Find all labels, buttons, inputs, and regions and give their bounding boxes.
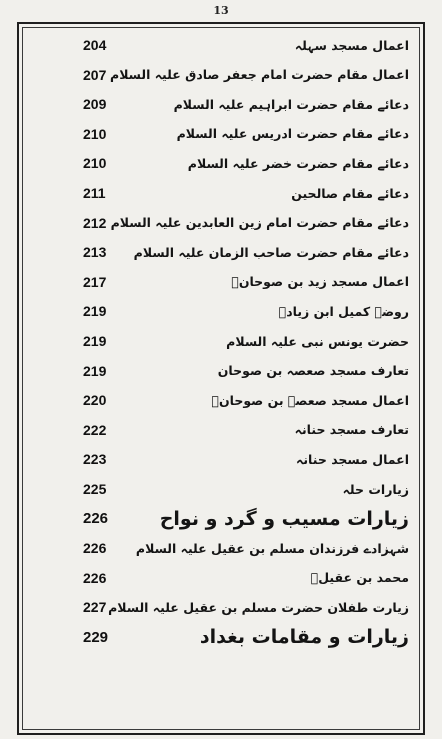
section-heading-row	[19, 506, 423, 532]
page-ref: 204	[83, 37, 107, 53]
page-ref: 209	[83, 96, 107, 113]
page-ref: 211	[83, 185, 106, 201]
page-ref: 226	[83, 569, 107, 586]
contents-row	[19, 387, 423, 413]
contents-row	[19, 150, 423, 176]
page-ref: 223	[83, 451, 107, 468]
contents-row	[19, 446, 423, 472]
entry-title: دعائے مقام حضرت صاحب الزمان علیہ السلام	[133, 244, 409, 260]
contents-row	[19, 62, 423, 88]
contents-row	[19, 32, 423, 58]
entry-title: حضرت یونس نبی علیہ السلام	[226, 333, 409, 349]
contents-row	[19, 535, 423, 561]
contents-row	[19, 476, 423, 502]
contents-row	[19, 269, 423, 295]
contents-row	[19, 121, 423, 147]
contents-row	[19, 594, 423, 620]
entry-title: اعمال مسجد صعصہ بن صوحانؒ	[211, 392, 409, 408]
entry-title: زیارت طفلان حضرت مسلم بن عقیل علیہ السلام	[108, 599, 409, 615]
contents-row	[19, 180, 423, 206]
contents-row	[19, 239, 423, 265]
contents-row	[19, 565, 423, 591]
entry-title: اعمال مسجد حنانہ	[296, 451, 409, 467]
page-ref: 210	[83, 155, 107, 172]
page-ref: 226	[83, 510, 109, 528]
entry-title: روضہ کمیل ابن زیادؒ	[278, 303, 409, 319]
contents-row	[19, 91, 423, 117]
page-ref: 220	[83, 392, 107, 409]
page-ref: 217	[83, 273, 107, 290]
page-ref: 213	[83, 244, 107, 261]
entry-title: دعائے مقام حضرت ابراہیم علیہ السلام	[173, 96, 409, 112]
entry-title: اعمال مقام حضرت امام جعفر صادق علیہ السلام	[110, 67, 409, 83]
entry-title: دعائے مقام حضرت ادریس علیہ السلام	[176, 126, 409, 142]
contents-row	[19, 417, 423, 443]
page-number: 13	[213, 4, 229, 17]
contents-row	[19, 328, 423, 354]
entry-title: اعمال مسجد سہلہ	[294, 37, 409, 53]
contents-row	[19, 298, 423, 324]
entry-title: تعارف مسجد حنانہ	[294, 422, 409, 438]
entry-title: دعائے مقام حضرت امام زین العابدین علیہ السلام	[110, 215, 409, 231]
page-ref: 207	[83, 66, 107, 83]
page-ref: 219	[83, 362, 107, 379]
page-ref: 219	[83, 333, 107, 349]
page-ref: 219	[83, 303, 107, 320]
entry-title: شہزادے فرزندان مسلم بن عقیل علیہ السلام	[135, 540, 409, 556]
contents-row	[19, 210, 423, 236]
entry-title: محمد بن عقیلؑ	[310, 570, 409, 586]
section-heading-row	[19, 624, 423, 650]
page-ref: 227	[83, 599, 107, 616]
page-ref: 225	[83, 481, 107, 497]
page-frame	[17, 22, 425, 735]
entry-title: تعارف مسجد صعصہ بن صوحان	[217, 363, 409, 379]
page-ref: 212	[83, 214, 107, 231]
page-ref: 229	[83, 628, 109, 646]
page-ref: 222	[83, 421, 107, 438]
section-heading: زیارات و مقامات بغداد	[199, 626, 409, 648]
page-ref: 226	[83, 540, 107, 557]
section-heading: زیارات مسیب و گرد و نواح	[159, 507, 409, 530]
entry-title: زیارات حلہ	[342, 481, 409, 497]
entry-title: اعمال مسجد زید بن صوحانؒ	[231, 274, 409, 290]
page-ref: 210	[83, 125, 107, 142]
contents-row	[19, 358, 423, 384]
entry-title: دعائے مقام صالحین	[291, 185, 409, 201]
entry-title: دعائے مقام حضرت خضر علیہ السلام	[187, 155, 409, 171]
